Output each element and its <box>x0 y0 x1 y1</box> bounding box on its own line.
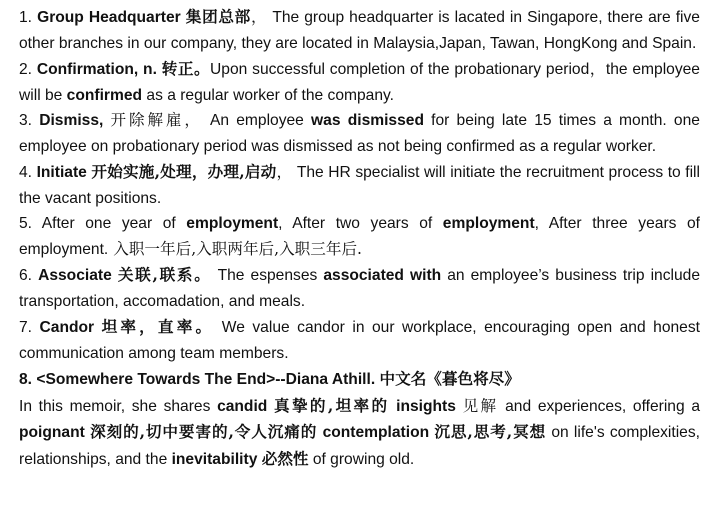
memoir-paragraph <box>19 393 700 473</box>
entry-4 <box>19 159 700 211</box>
definition-text: The HR specialist will initiate the recruitment process to fill the vacant positions. <box>19 164 700 207</box>
bold-phrase: employment <box>442 215 535 232</box>
entry-3 <box>19 108 700 159</box>
memoir-text: In this memoir, she shares <box>19 397 218 415</box>
entry-number: 4. <box>19 164 33 181</box>
memoir-text: of growing old. <box>308 450 415 468</box>
entry-number: 5. <box>19 215 33 232</box>
term: Initiate <box>36 164 87 181</box>
chinese-gloss: 必然性 <box>261 448 309 468</box>
entry-1 <box>19 4 700 56</box>
chinese-gloss: 深刻的,切中要害的,令人沉痛的 <box>90 422 318 441</box>
definition-text: Upon successful completion of the probationary period，the employee will be <box>19 61 700 104</box>
term-chinese: 开除解雇 <box>110 111 185 129</box>
definition-text: The group headquarter is lacated in Singapore, there are five other branches in our company, they are located in Malaysia,Japan, Tawan, HongKong and Spain. <box>19 9 700 52</box>
entry-number: 3. <box>19 112 33 129</box>
definition-text: an employee’s business trip include transportation, accomadation, and meals. <box>19 267 701 310</box>
term-chinese: 开始实施,处理，办理,启动 <box>91 162 277 181</box>
book-title-chinese: 中文名《暮色将尽》 <box>379 369 520 388</box>
term-chinese: 转正。 <box>161 59 211 78</box>
memoir-text: on life's complexities, relationships, and the <box>19 424 700 468</box>
bold-phrase: candid <box>217 397 268 415</box>
entry-number: 6. <box>19 267 33 284</box>
entry-2 <box>19 56 700 108</box>
term-chinese: 关联,联系。 <box>117 265 212 284</box>
chinese-translation: 入职一年后,入职两年后,入职三年后. <box>108 239 363 258</box>
entry-number: 8. <box>19 371 33 388</box>
term: Associate <box>38 267 112 284</box>
bold-phrase: was dismissed <box>311 112 424 129</box>
chinese-gloss: 真挚的,坦率的 <box>274 395 390 415</box>
term: Group Headquarter <box>37 9 181 26</box>
definition-text: After one year of <box>41 215 187 232</box>
bold-phrase: poignant <box>19 424 85 441</box>
entry-number: 7. <box>19 319 33 336</box>
entry-8 <box>19 366 700 393</box>
bold-phrase: insights <box>396 397 456 415</box>
bold-phrase: contemplation <box>322 424 430 441</box>
separator: ， <box>276 163 293 181</box>
entry-7 <box>19 314 700 366</box>
term: Candor <box>39 319 95 336</box>
definition-text: The espenses <box>217 267 324 284</box>
bold-phrase: employment <box>186 215 279 232</box>
definition-text: as a regular worker of the company. <box>142 86 394 104</box>
definition-text: , After two years of <box>278 215 443 232</box>
definition-text: We value candor in our workplace, encouraging open and honest communication among team members. <box>19 319 700 362</box>
term: Confirmation, n. <box>36 61 157 78</box>
separator: ， <box>184 111 203 129</box>
entry-6 <box>19 262 700 314</box>
book-title: <Somewhere Towards The End>--Diana Athill. <box>36 371 376 388</box>
entry-number: 1. <box>19 9 33 26</box>
bold-phrase: inevitability <box>171 450 258 468</box>
bold-phrase: confirmed <box>66 86 143 104</box>
memoir-text: and experiences, offering a <box>498 397 700 415</box>
chinese-gloss: 见解 <box>462 396 499 415</box>
term-chinese: 集团总部 <box>185 7 251 26</box>
entry-number: 2. <box>19 61 33 78</box>
term-chinese: 坦率，直率。 <box>101 317 215 336</box>
definition-text: An employee <box>209 112 312 129</box>
chinese-gloss: 沉思,思考,冥想 <box>434 422 547 441</box>
separator: ， <box>250 8 268 26</box>
definition-text: for being late 15 times a month. one employee on probationary period was dismissed as not being confirmed as a regular worker. <box>19 112 700 155</box>
entry-5 <box>19 211 700 262</box>
definition-text: , After three years of employment. <box>19 215 701 258</box>
bold-phrase: associated with <box>323 267 442 284</box>
term: Dismiss, <box>39 112 104 129</box>
